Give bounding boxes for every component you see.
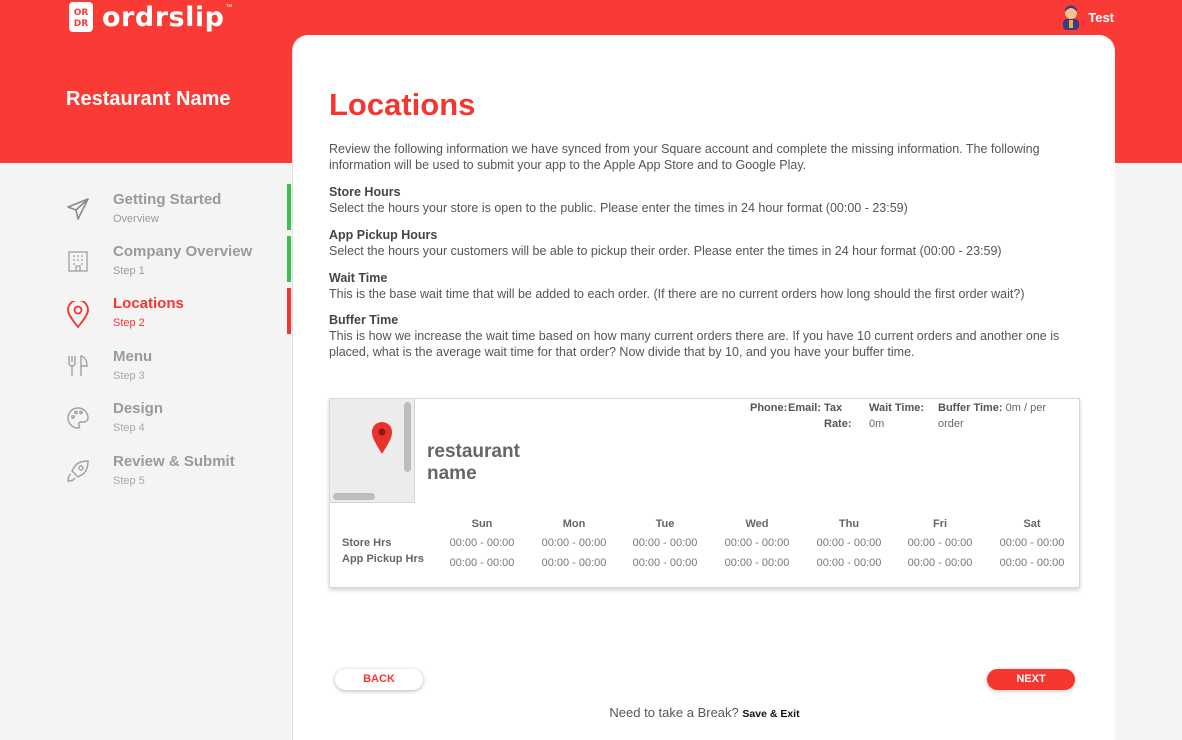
sidebar-item-label: Menu: [113, 348, 153, 365]
store-hours-cell: 00:00 - 00:00: [449, 537, 515, 549]
store-hours-cell: 00:00 - 00:00: [724, 537, 790, 549]
brand-name: ordrslip: [102, 1, 225, 33]
sidebar-item-sub: Overview: [113, 213, 159, 225]
buffer-time-info: [938, 400, 1068, 432]
palette-icon: [66, 406, 90, 432]
rocket-icon: [66, 459, 90, 485]
store-hours-cell: 00:00 - 00:00: [632, 537, 698, 549]
paper-plane-icon: [66, 197, 90, 223]
fork-knife-icon: [66, 354, 90, 380]
svg-text:DR: DR: [73, 19, 89, 29]
pickup-hours-cell: 00:00 - 00:00: [999, 557, 1065, 569]
section-store-hours: [329, 184, 1089, 216]
section-heading: Wait Time: [329, 271, 388, 285]
location-name: restaurant name: [427, 441, 520, 484]
pickup-hours-label: App Pickup Hrs: [342, 553, 424, 565]
wait-time-value: 0m: [869, 418, 885, 430]
day-header: Sun: [471, 518, 493, 530]
restaurant-name: Restaurant Name: [66, 88, 231, 110]
sidebar-item-company-overview[interactable]: [0, 243, 291, 291]
sidebar-item-label: Company Overview: [113, 243, 253, 260]
section-buffer-time: [329, 312, 1089, 360]
sidebar-item-sub: Step 3: [113, 370, 145, 382]
location-card[interactable]: [329, 398, 1080, 588]
section-text: This is the base wait time that will be added to each order. (If there are no current orders how long should the first order wait?): [329, 287, 1025, 301]
sidebar-item-locations[interactable]: [0, 295, 291, 343]
save-exit-link[interactable]: Save & Exit: [742, 708, 800, 720]
pickup-hours-cell: 00:00 - 00:00: [541, 557, 607, 569]
pickup-hours-cell: 00:00 - 00:00: [907, 557, 973, 569]
location-pin-icon: [66, 301, 90, 327]
next-button[interactable]: NEXT: [987, 669, 1075, 690]
step-complete-indicator: [287, 236, 291, 282]
building-icon: [66, 249, 90, 275]
sidebar-item-label: Locations: [113, 295, 184, 312]
user-avatar-icon: [1060, 4, 1082, 30]
page-title: Locations: [329, 87, 476, 122]
step-active-indicator: [287, 288, 291, 334]
pickup-hours-cell: 00:00 - 00:00: [724, 557, 790, 569]
section-heading: Buffer Time: [329, 313, 399, 327]
sidebar-item-getting-started[interactable]: [0, 191, 291, 239]
app-logo[interactable]: [66, 0, 232, 34]
location-map[interactable]: [330, 399, 415, 503]
section-heading: Store Hours: [329, 185, 401, 199]
section-text: This is how we increase the wait time based on how many current orders there are. If you have 10 current orders and another one is placed, what is the average wait time for that order? Now divide that by 10, and you have your buffer time.: [329, 329, 1060, 359]
take-a-break-prompt: [293, 705, 1116, 720]
ordr-badge-icon: [66, 1, 96, 33]
buffer-time-value: 0m / per order: [938, 402, 1047, 430]
svg-text:OR: OR: [73, 8, 89, 18]
section-heading: App Pickup Hours: [329, 228, 438, 242]
section-text: Select the hours your store is open to the public. Please enter the times in 24 hour format (00:00 - 23:59): [329, 201, 908, 215]
day-header: Tue: [655, 518, 675, 530]
day-header: Sat: [1023, 518, 1041, 530]
intro-text: Review the following information we have synced from your Square account and complete the missing information. The following information will be used to submit your app to the Apple App Store and to Google Play.: [329, 142, 1040, 172]
store-hours-cell: 00:00 - 00:00: [999, 537, 1065, 549]
pickup-hours-cell: 00:00 - 00:00: [632, 557, 698, 569]
sidebar-item-review-submit[interactable]: [0, 453, 291, 501]
wait-time-label: Wait Time:: [869, 402, 925, 414]
day-header: Fri: [932, 518, 948, 530]
store-hours-cell: 00:00 - 00:00: [541, 537, 607, 549]
tax-rate-info: Tax Rate:: [824, 402, 852, 430]
trademark: ™: [225, 3, 233, 11]
sidebar-item-sub: Step 1: [113, 265, 145, 277]
day-header: Thu: [838, 518, 860, 530]
store-hours-cell: 00:00 - 00:00: [907, 537, 973, 549]
sidebar-item-label: Design: [113, 400, 164, 417]
step-complete-indicator: [287, 184, 291, 230]
sidebar-item-label: Getting Started: [113, 191, 222, 208]
section-pickup-hours: [329, 227, 1089, 259]
store-hours-cell: 00:00 - 00:00: [816, 537, 882, 549]
store-hours-label: Store Hrs: [342, 537, 392, 549]
user-name: Test: [1088, 9, 1114, 25]
day-header: Wed: [745, 518, 769, 530]
map-horizontal-scrollbar[interactable]: [333, 493, 375, 500]
phone-info: Phone:: [750, 402, 788, 414]
break-prompt-text: Need to take a Break?: [609, 705, 739, 720]
sidebar-item-sub: Step 2: [113, 317, 145, 329]
section-text: Select the hours your customers will be able to pickup their order. Please enter the times in 24 hour format (00:00 - 23:59): [329, 244, 1002, 258]
sidebar-item-design[interactable]: [0, 400, 291, 448]
day-header: Mon: [562, 518, 586, 530]
sidebar-nav: [0, 163, 291, 740]
map-vertical-scrollbar[interactable]: [404, 402, 411, 472]
user-menu[interactable]: [1060, 4, 1114, 30]
pickup-hours-cell: 00:00 - 00:00: [816, 557, 882, 569]
wait-time-info: [869, 400, 931, 432]
map-pin-icon: [370, 421, 394, 455]
sidebar-item-sub: Step 5: [113, 475, 145, 487]
sidebar-item-menu[interactable]: [0, 348, 291, 396]
back-button[interactable]: BACK: [335, 669, 423, 690]
email-info: Email:: [788, 402, 822, 414]
sidebar-item-sub: Step 4: [113, 422, 145, 434]
sidebar-item-label: Review & Submit: [113, 453, 235, 470]
section-wait-time: [329, 270, 1089, 302]
buffer-time-label: Buffer Time:: [938, 402, 1003, 414]
main-content-card: [292, 35, 1115, 740]
pickup-hours-cell: 00:00 - 00:00: [449, 557, 515, 569]
